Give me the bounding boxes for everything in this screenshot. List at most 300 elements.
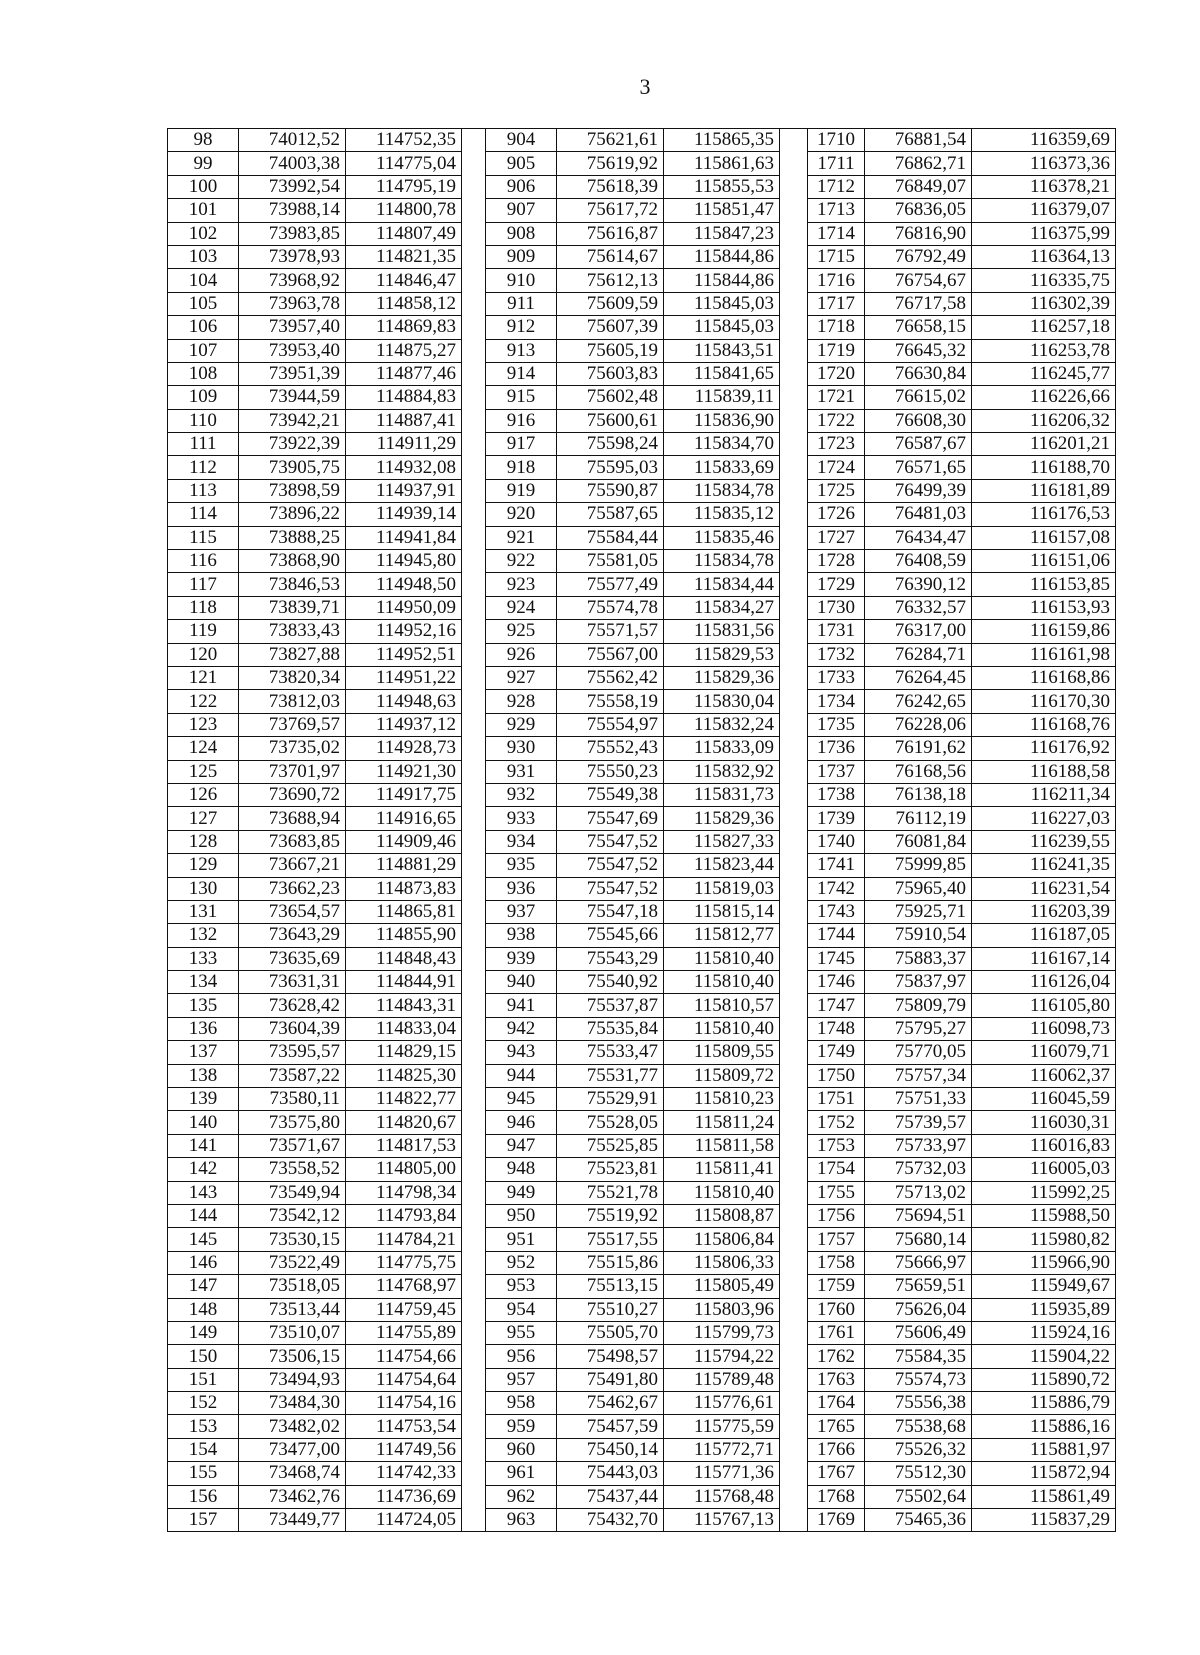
y-coordinate-cell: 115834,78 (664, 550, 780, 573)
x-coordinate-cell: 76481,03 (865, 503, 972, 526)
block-separator (780, 1181, 808, 1204)
point-number-cell: 1718 (808, 316, 865, 339)
x-coordinate-cell: 73888,25 (239, 526, 346, 549)
block-separator (462, 1041, 486, 1064)
table-row (168, 245, 1116, 268)
x-coordinate-cell: 75584,44 (557, 526, 664, 549)
y-coordinate-cell: 115834,27 (664, 596, 780, 619)
x-coordinate-cell: 73558,52 (239, 1158, 346, 1181)
x-coordinate-cell: 73542,12 (239, 1204, 346, 1227)
point-number-cell: 1749 (808, 1041, 865, 1064)
x-coordinate-cell: 75443,03 (557, 1462, 664, 1485)
point-number-cell: 138 (168, 1064, 239, 1087)
point-number-cell: 1721 (808, 386, 865, 409)
block-separator (462, 1017, 486, 1040)
x-coordinate-cell: 75571,57 (557, 620, 664, 643)
block-separator (462, 1392, 486, 1415)
point-number-cell: 149 (168, 1321, 239, 1344)
x-coordinate-cell: 73643,29 (239, 924, 346, 947)
y-coordinate-cell: 115886,16 (972, 1415, 1116, 1438)
point-number-cell: 960 (486, 1438, 557, 1461)
x-coordinate-cell: 76571,65 (865, 456, 972, 479)
table-row (168, 573, 1116, 596)
table-row (168, 1017, 1116, 1040)
point-number-cell: 151 (168, 1368, 239, 1391)
y-coordinate-cell: 114858,12 (346, 292, 462, 315)
point-number-cell: 126 (168, 783, 239, 806)
block-separator (780, 830, 808, 853)
point-number-cell: 143 (168, 1181, 239, 1204)
point-number-cell: 130 (168, 877, 239, 900)
block-separator (780, 316, 808, 339)
y-coordinate-cell: 115810,40 (664, 947, 780, 970)
table-row (168, 737, 1116, 760)
x-coordinate-cell: 73462,76 (239, 1485, 346, 1508)
y-coordinate-cell: 114875,27 (346, 339, 462, 362)
x-coordinate-cell: 75545,66 (557, 924, 664, 947)
block-separator (462, 479, 486, 502)
y-coordinate-cell: 115803,96 (664, 1298, 780, 1321)
block-separator (462, 713, 486, 736)
x-coordinate-cell: 75713,02 (865, 1181, 972, 1204)
y-coordinate-cell: 115851,47 (664, 199, 780, 222)
block-separator (780, 1345, 808, 1368)
block-separator (780, 643, 808, 666)
x-coordinate-cell: 76615,02 (865, 386, 972, 409)
y-coordinate-cell: 116257,18 (972, 316, 1116, 339)
x-coordinate-cell: 76717,58 (865, 292, 972, 315)
point-number-cell: 1710 (808, 129, 865, 152)
x-coordinate-cell: 75602,48 (557, 386, 664, 409)
x-coordinate-cell: 76849,07 (865, 175, 972, 198)
block-separator (462, 316, 486, 339)
table-row (168, 409, 1116, 432)
block-separator (462, 830, 486, 853)
y-coordinate-cell: 115829,53 (664, 643, 780, 666)
x-coordinate-cell: 73953,40 (239, 339, 346, 362)
point-number-cell: 1741 (808, 854, 865, 877)
block-separator (462, 503, 486, 526)
point-number-cell: 1717 (808, 292, 865, 315)
y-coordinate-cell: 116161,98 (972, 643, 1116, 666)
y-coordinate-cell: 116201,21 (972, 433, 1116, 456)
x-coordinate-cell: 75556,38 (865, 1392, 972, 1415)
point-number-cell: 1763 (808, 1368, 865, 1391)
x-coordinate-cell: 73683,85 (239, 830, 346, 853)
table-row (168, 269, 1116, 292)
block-separator (780, 1088, 808, 1111)
block-separator (780, 1204, 808, 1227)
x-coordinate-cell: 75457,59 (557, 1415, 664, 1438)
x-coordinate-cell: 73484,30 (239, 1392, 346, 1415)
y-coordinate-cell: 116016,83 (972, 1134, 1116, 1157)
point-number-cell: 133 (168, 947, 239, 970)
y-coordinate-cell: 116245,77 (972, 362, 1116, 385)
y-coordinate-cell: 114829,15 (346, 1041, 462, 1064)
y-coordinate-cell: 114877,46 (346, 362, 462, 385)
y-coordinate-cell: 115827,33 (664, 830, 780, 853)
y-coordinate-cell: 115809,55 (664, 1041, 780, 1064)
x-coordinate-cell: 75510,27 (557, 1298, 664, 1321)
table-row (168, 1275, 1116, 1298)
x-coordinate-cell: 75757,34 (865, 1064, 972, 1087)
y-coordinate-cell: 114928,73 (346, 737, 462, 760)
table-row (168, 386, 1116, 409)
table-row (168, 479, 1116, 502)
point-number-cell: 1765 (808, 1415, 865, 1438)
y-coordinate-cell: 114755,89 (346, 1321, 462, 1344)
point-number-cell: 137 (168, 1041, 239, 1064)
block-separator (462, 1438, 486, 1461)
table-row (168, 1251, 1116, 1274)
point-number-cell: 131 (168, 900, 239, 923)
point-number-cell: 952 (486, 1251, 557, 1274)
point-number-cell: 118 (168, 596, 239, 619)
y-coordinate-cell: 115832,24 (664, 713, 780, 736)
point-number-cell: 124 (168, 737, 239, 760)
block-separator (780, 737, 808, 760)
y-coordinate-cell: 114754,16 (346, 1392, 462, 1415)
y-coordinate-cell: 115799,73 (664, 1321, 780, 1344)
x-coordinate-cell: 75549,38 (557, 783, 664, 806)
x-coordinate-cell: 76242,65 (865, 690, 972, 713)
x-coordinate-cell: 75910,54 (865, 924, 972, 947)
x-coordinate-cell: 75680,14 (865, 1228, 972, 1251)
x-coordinate-cell: 73628,42 (239, 994, 346, 1017)
y-coordinate-cell: 114848,43 (346, 947, 462, 970)
x-coordinate-cell: 76754,67 (865, 269, 972, 292)
block-separator (780, 854, 808, 877)
y-coordinate-cell: 115861,63 (664, 152, 780, 175)
table-row (168, 1321, 1116, 1344)
point-number-cell: 99 (168, 152, 239, 175)
point-number-cell: 1744 (808, 924, 865, 947)
point-number-cell: 943 (486, 1041, 557, 1064)
x-coordinate-cell: 76408,59 (865, 550, 972, 573)
block-separator (462, 1228, 486, 1251)
x-coordinate-cell: 73963,78 (239, 292, 346, 315)
y-coordinate-cell: 114795,19 (346, 175, 462, 198)
block-separator (780, 245, 808, 268)
point-number-cell: 937 (486, 900, 557, 923)
point-number-cell: 1751 (808, 1088, 865, 1111)
x-coordinate-cell: 73992,54 (239, 175, 346, 198)
y-coordinate-cell: 115806,84 (664, 1228, 780, 1251)
x-coordinate-cell: 73701,97 (239, 760, 346, 783)
y-coordinate-cell: 116151,06 (972, 550, 1116, 573)
x-coordinate-cell: 76317,00 (865, 620, 972, 643)
table-row (168, 1438, 1116, 1461)
y-coordinate-cell: 116062,37 (972, 1064, 1116, 1087)
x-coordinate-cell: 75547,18 (557, 900, 664, 923)
point-number-cell: 1767 (808, 1462, 865, 1485)
y-coordinate-cell: 114952,51 (346, 643, 462, 666)
y-coordinate-cell: 115835,12 (664, 503, 780, 526)
point-number-cell: 922 (486, 550, 557, 573)
x-coordinate-cell: 73513,44 (239, 1298, 346, 1321)
x-coordinate-cell: 74003,38 (239, 152, 346, 175)
y-coordinate-cell: 116364,13 (972, 245, 1116, 268)
point-number-cell: 1758 (808, 1251, 865, 1274)
y-coordinate-cell: 116168,76 (972, 713, 1116, 736)
x-coordinate-cell: 73898,59 (239, 479, 346, 502)
block-separator (462, 199, 486, 222)
x-coordinate-cell: 75612,13 (557, 269, 664, 292)
block-separator (780, 222, 808, 245)
point-number-cell: 147 (168, 1275, 239, 1298)
x-coordinate-cell: 73587,22 (239, 1064, 346, 1087)
y-coordinate-cell: 115881,97 (972, 1438, 1116, 1461)
y-coordinate-cell: 116253,78 (972, 339, 1116, 362)
block-separator (462, 1368, 486, 1391)
table-row (168, 433, 1116, 456)
x-coordinate-cell: 73690,72 (239, 783, 346, 806)
block-separator (780, 900, 808, 923)
point-number-cell: 909 (486, 245, 557, 268)
point-number-cell: 1731 (808, 620, 865, 643)
block-separator (462, 1345, 486, 1368)
y-coordinate-cell: 114825,30 (346, 1064, 462, 1087)
x-coordinate-cell: 75600,61 (557, 409, 664, 432)
x-coordinate-cell: 75498,57 (557, 1345, 664, 1368)
y-coordinate-cell: 116168,86 (972, 666, 1116, 689)
x-coordinate-cell: 76881,54 (865, 129, 972, 152)
point-number-cell: 1727 (808, 526, 865, 549)
point-number-cell: 1742 (808, 877, 865, 900)
block-separator (462, 362, 486, 385)
table-row (168, 971, 1116, 994)
y-coordinate-cell: 116188,58 (972, 760, 1116, 783)
block-separator (462, 596, 486, 619)
x-coordinate-cell: 75609,59 (557, 292, 664, 315)
point-number-cell: 944 (486, 1064, 557, 1087)
point-number-cell: 907 (486, 199, 557, 222)
x-coordinate-cell: 76191,62 (865, 737, 972, 760)
y-coordinate-cell: 115768,48 (664, 1485, 780, 1508)
point-number-cell: 1712 (808, 175, 865, 198)
point-number-cell: 157 (168, 1509, 239, 1532)
point-number-cell: 931 (486, 760, 557, 783)
point-number-cell: 1761 (808, 1321, 865, 1344)
table-row (168, 1298, 1116, 1321)
block-separator (462, 152, 486, 175)
table-row (168, 783, 1116, 806)
point-number-cell: 1730 (808, 596, 865, 619)
y-coordinate-cell: 115836,90 (664, 409, 780, 432)
point-number-cell: 142 (168, 1158, 239, 1181)
point-number-cell: 913 (486, 339, 557, 362)
block-separator (780, 199, 808, 222)
table-row (168, 854, 1116, 877)
y-coordinate-cell: 116239,55 (972, 830, 1116, 853)
point-number-cell: 916 (486, 409, 557, 432)
table-row (168, 1158, 1116, 1181)
point-number-cell: 928 (486, 690, 557, 713)
y-coordinate-cell: 115980,82 (972, 1228, 1116, 1251)
block-separator (780, 129, 808, 152)
point-number-cell: 1716 (808, 269, 865, 292)
point-number-cell: 1720 (808, 362, 865, 385)
block-separator (780, 1158, 808, 1181)
point-number-cell: 109 (168, 386, 239, 409)
y-coordinate-cell: 114775,04 (346, 152, 462, 175)
point-number-cell: 110 (168, 409, 239, 432)
point-number-cell: 132 (168, 924, 239, 947)
table-row (168, 362, 1116, 385)
block-separator (780, 924, 808, 947)
table-row (168, 292, 1116, 315)
block-separator (462, 924, 486, 947)
x-coordinate-cell: 75450,14 (557, 1438, 664, 1461)
y-coordinate-cell: 115832,92 (664, 760, 780, 783)
point-number-cell: 917 (486, 433, 557, 456)
x-coordinate-cell: 75535,84 (557, 1017, 664, 1040)
block-separator (462, 854, 486, 877)
y-coordinate-cell: 115834,44 (664, 573, 780, 596)
block-separator (780, 713, 808, 736)
point-number-cell: 1762 (808, 1345, 865, 1368)
x-coordinate-cell: 75540,92 (557, 971, 664, 994)
block-separator (780, 760, 808, 783)
point-number-cell: 929 (486, 713, 557, 736)
point-number-cell: 107 (168, 339, 239, 362)
block-separator (462, 456, 486, 479)
table-row (168, 526, 1116, 549)
y-coordinate-cell: 115834,78 (664, 479, 780, 502)
point-number-cell: 921 (486, 526, 557, 549)
block-separator (780, 362, 808, 385)
block-separator (780, 620, 808, 643)
x-coordinate-cell: 75525,85 (557, 1134, 664, 1157)
x-coordinate-cell: 73667,21 (239, 854, 346, 877)
block-separator (780, 339, 808, 362)
y-coordinate-cell: 114952,16 (346, 620, 462, 643)
point-number-cell: 1746 (808, 971, 865, 994)
x-coordinate-cell: 75605,19 (557, 339, 664, 362)
x-coordinate-cell: 75617,72 (557, 199, 664, 222)
y-coordinate-cell: 115872,94 (972, 1462, 1116, 1485)
point-number-cell: 140 (168, 1111, 239, 1134)
block-separator (780, 1017, 808, 1040)
x-coordinate-cell: 75577,49 (557, 573, 664, 596)
x-coordinate-cell: 75770,05 (865, 1041, 972, 1064)
block-separator (462, 1251, 486, 1274)
x-coordinate-cell: 75574,73 (865, 1368, 972, 1391)
block-separator (462, 643, 486, 666)
y-coordinate-cell: 116302,39 (972, 292, 1116, 315)
block-separator (462, 386, 486, 409)
table-row (168, 994, 1116, 1017)
point-number-cell: 113 (168, 479, 239, 502)
point-number-cell: 936 (486, 877, 557, 900)
block-separator (462, 1275, 486, 1298)
point-number-cell: 1711 (808, 152, 865, 175)
x-coordinate-cell: 73846,53 (239, 573, 346, 596)
point-number-cell: 949 (486, 1181, 557, 1204)
point-number-cell: 154 (168, 1438, 239, 1461)
y-coordinate-cell: 115776,61 (664, 1392, 780, 1415)
x-coordinate-cell: 75694,51 (865, 1204, 972, 1227)
point-number-cell: 904 (486, 129, 557, 152)
x-coordinate-cell: 75733,97 (865, 1134, 972, 1157)
x-coordinate-cell: 73983,85 (239, 222, 346, 245)
block-separator (462, 971, 486, 994)
table-row (168, 1485, 1116, 1508)
x-coordinate-cell: 73595,57 (239, 1041, 346, 1064)
point-number-cell: 1753 (808, 1134, 865, 1157)
point-number-cell: 1738 (808, 783, 865, 806)
y-coordinate-cell: 116098,73 (972, 1017, 1116, 1040)
table-row (168, 807, 1116, 830)
x-coordinate-cell: 73604,39 (239, 1017, 346, 1040)
y-coordinate-cell: 115810,40 (664, 1181, 780, 1204)
point-number-cell: 150 (168, 1345, 239, 1368)
y-coordinate-cell: 116226,66 (972, 386, 1116, 409)
y-coordinate-cell: 116126,04 (972, 971, 1116, 994)
point-number-cell: 139 (168, 1088, 239, 1111)
point-number-cell: 129 (168, 854, 239, 877)
y-coordinate-cell: 116373,36 (972, 152, 1116, 175)
x-coordinate-cell: 76862,71 (865, 152, 972, 175)
x-coordinate-cell: 75533,47 (557, 1041, 664, 1064)
x-coordinate-cell: 75659,51 (865, 1275, 972, 1298)
y-coordinate-cell: 114869,83 (346, 316, 462, 339)
y-coordinate-cell: 114807,49 (346, 222, 462, 245)
point-number-cell: 102 (168, 222, 239, 245)
x-coordinate-cell: 75519,92 (557, 1204, 664, 1227)
y-coordinate-cell: 116159,86 (972, 620, 1116, 643)
x-coordinate-cell: 75432,70 (557, 1509, 664, 1532)
block-separator (462, 550, 486, 573)
table-row (168, 760, 1116, 783)
block-separator (462, 339, 486, 362)
y-coordinate-cell: 115811,24 (664, 1111, 780, 1134)
y-coordinate-cell: 114822,77 (346, 1088, 462, 1111)
x-coordinate-cell: 75587,65 (557, 503, 664, 526)
block-separator (780, 1251, 808, 1274)
y-coordinate-cell: 114887,41 (346, 409, 462, 432)
y-coordinate-cell: 116203,39 (972, 900, 1116, 923)
point-number-cell: 939 (486, 947, 557, 970)
block-separator (780, 1228, 808, 1251)
y-coordinate-cell: 116181,89 (972, 479, 1116, 502)
point-number-cell: 1737 (808, 760, 865, 783)
point-number-cell: 1768 (808, 1485, 865, 1508)
x-coordinate-cell: 76587,67 (865, 433, 972, 456)
point-number-cell: 959 (486, 1415, 557, 1438)
y-coordinate-cell: 114945,80 (346, 550, 462, 573)
point-number-cell: 120 (168, 643, 239, 666)
block-separator (780, 1438, 808, 1461)
y-coordinate-cell: 116105,80 (972, 994, 1116, 1017)
point-number-cell: 946 (486, 1111, 557, 1134)
point-number-cell: 106 (168, 316, 239, 339)
y-coordinate-cell: 114843,31 (346, 994, 462, 1017)
point-number-cell: 1735 (808, 713, 865, 736)
point-number-cell: 117 (168, 573, 239, 596)
point-number-cell: 119 (168, 620, 239, 643)
x-coordinate-cell: 75538,68 (865, 1415, 972, 1438)
block-separator (462, 620, 486, 643)
y-coordinate-cell: 115806,33 (664, 1251, 780, 1274)
block-separator (780, 456, 808, 479)
x-coordinate-cell: 73833,43 (239, 620, 346, 643)
y-coordinate-cell: 114939,14 (346, 503, 462, 526)
y-coordinate-cell: 114754,66 (346, 1345, 462, 1368)
point-number-cell: 1719 (808, 339, 865, 362)
y-coordinate-cell: 115833,69 (664, 456, 780, 479)
y-coordinate-cell: 116170,30 (972, 690, 1116, 713)
